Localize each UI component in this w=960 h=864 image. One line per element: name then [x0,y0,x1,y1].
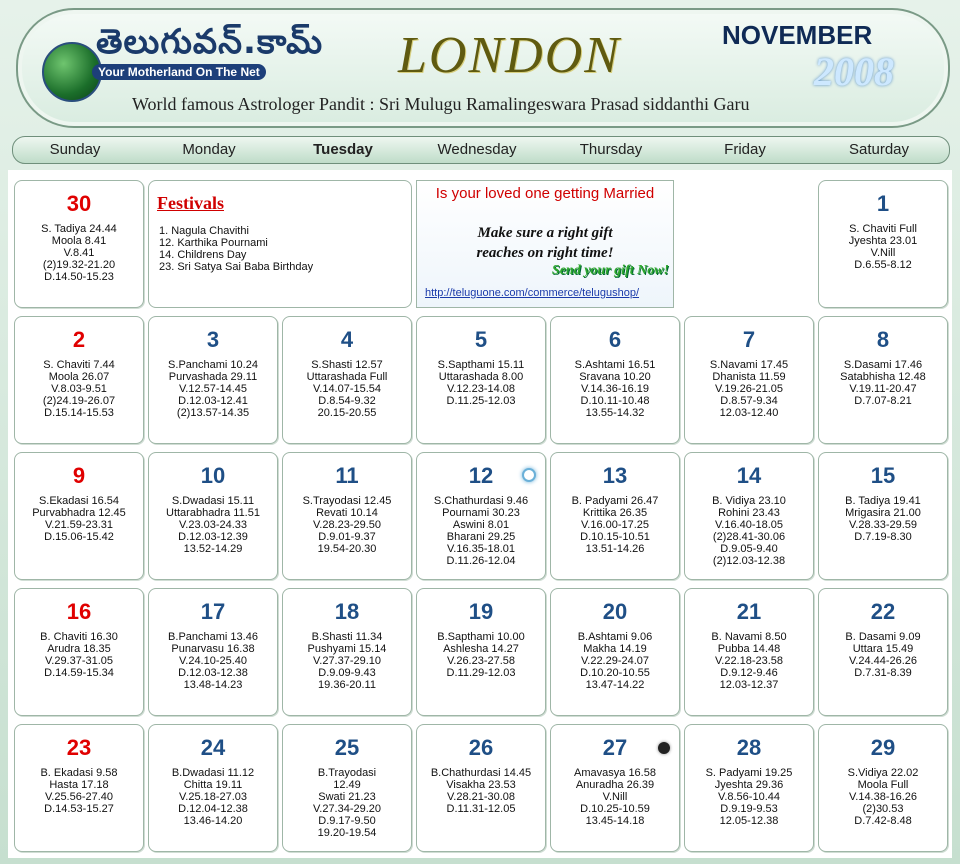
day-number: 10 [200,463,226,488]
panchang-line: V.16.35-18.01 [446,543,516,555]
panchang-line: Arudra 18.35 [47,643,111,655]
panchang-line: B. Vidiya 23.10 [712,495,786,507]
ad-subtitle-line: reaches on right time! [476,245,614,261]
weekday-thursday: Thursday [579,141,643,158]
festival-item: 14. Childrens Day [159,249,247,261]
panchang-line: S.Panchami 10.24 [168,359,258,371]
day-cell[interactable] [684,452,814,580]
panchang-line: V.23.03-24.33 [178,519,248,531]
day-cell[interactable] [818,452,948,580]
panchang-line: V.12.57-14.45 [178,383,248,395]
panchang-line: Moola Full [857,779,909,791]
panchang-line: B. Padyami 26.47 [571,495,659,507]
panchang-line: D.10.25-10.59 [580,803,650,815]
panchang-details [15,359,143,419]
panchang-line: D.7.07-8.21 [854,395,912,407]
panchang-line: B. Dasami 9.09 [845,631,921,643]
day-number: 24 [200,735,226,760]
panchang-line: D.7.31-8.39 [854,667,912,679]
panchang-line: D.12.03-12.38 [178,667,248,679]
panchang-line: Anuradha 26.39 [575,779,655,791]
panchang-line: 13.55-14.32 [585,407,645,419]
day-number: 22 [870,599,896,624]
panchang-line: S.Ekadasi 16.54 [38,495,120,507]
panchang-details [283,767,411,839]
day-cell[interactable] [282,588,412,716]
panchang-line: Mrigasira 21.00 [845,507,921,519]
panchang-details [551,631,679,691]
panchang-line: S. Chaviti Full [849,223,917,235]
panchang-line: V.14.38-16.26 [848,791,918,803]
day-number: 17 [200,599,226,624]
panchang-line: B.Trayodasi [317,767,377,779]
panchang-line: V.24.10-25.40 [178,655,248,667]
panchang-line: V.8.56-10.44 [718,791,780,803]
day-cell[interactable] [684,316,814,444]
weekday-wednesday: Wednesday [437,141,517,158]
day-number: 28 [736,735,762,760]
ad-title: Is your loved one getting Married [435,185,655,202]
day-number: 21 [736,599,762,624]
day-number: 7 [742,327,756,352]
panchang-details [283,495,411,555]
day-cell[interactable] [818,180,948,308]
panchang-line: D.9.12-9.46 [720,667,778,679]
full-moon-icon [522,468,536,482]
panchang-line: 13.45-14.18 [585,815,645,827]
panchang-line: 12.05-12.38 [719,815,779,827]
panchang-details [551,359,679,419]
day-number: 12 [468,463,494,488]
panchang-line: S.Navami 17.45 [709,359,789,371]
panchang-line: B.Chathurdasi 14.45 [430,767,532,779]
panchang-line: B.Dwadasi 11.12 [171,767,255,779]
panchang-line: V.21.59-23.31 [44,519,114,531]
panchang-line: B.Panchami 13.46 [168,631,258,643]
panchang-line: B.Sapthami 10.00 [437,631,525,643]
panchang-line: V.22.18-23.58 [714,655,784,667]
panchang-line: Visakha 23.53 [446,779,516,791]
panchang-line: 19.54-20.30 [317,543,377,555]
panchang-line: (2)12.03-12.38 [712,555,786,567]
panchang-line: Uttarashada Full [306,371,388,383]
month-title: NOVEMBER [722,20,873,50]
panchang-line: V.27.37-29.10 [312,655,382,667]
panchang-line: D.9.19-9.53 [720,803,778,815]
panchang-line: D.11.26-12.04 [446,555,516,567]
day-number: 3 [206,327,220,352]
panchang-line: Revati 10.14 [316,507,378,519]
day-cell[interactable] [148,724,278,852]
day-cell[interactable] [416,724,546,852]
panchang-line: D.10.15-10.51 [580,531,650,543]
panchang-line: S.Sapthami 15.11 [437,359,525,371]
day-cell[interactable] [14,724,144,852]
panchang-line: D.7.42-8.48 [854,815,912,827]
weekday-sunday: Sunday [49,141,101,158]
festivals-box [148,180,412,308]
panchang-line: V.28.33-29.59 [848,519,918,531]
panchang-line: B. Chaviti 16.30 [40,631,118,643]
panchang-line: B.Shasti 11.34 [311,631,383,643]
panchang-line: B.Ashtami 9.06 [577,631,653,643]
panchang-line: Ashlesha 14.27 [443,643,519,655]
panchang-line: D.14.50-15.23 [44,271,114,283]
panchang-line: 13.47-14.22 [585,679,645,691]
panchang-line: D.8.57-9.34 [720,395,778,407]
day-number: 6 [608,327,622,352]
day-cell[interactable] [282,452,412,580]
panchang-line: D.12.03-12.39 [178,531,248,543]
send-gift-button[interactable]: Send your gift Now! [551,263,669,278]
panchang-line: Pushyami 15.14 [307,643,387,655]
ad-subtitle-line: Make sure a right gift [477,225,613,241]
weekday-saturday: Saturday [848,141,910,158]
panchang-line: D.7.19-8.30 [854,531,912,543]
day-cell[interactable] [684,588,814,716]
logo-tagline: Your Motherland On The Net [92,64,266,80]
panchang-details [819,359,947,407]
day-cell[interactable] [148,316,278,444]
day-cell[interactable] [416,588,546,716]
panchang-line: D.8.54-9.32 [318,395,376,407]
panchang-line: V.14.36-16.19 [580,383,650,395]
panchang-line: 13.46-14.20 [183,815,243,827]
panchang-line: Purvashada 29.11 [168,371,258,383]
panchang-details [819,767,947,827]
festival-item: 1. Nagula Chavithi [159,225,249,237]
panchang-line: Pubba 14.48 [717,643,781,655]
panchang-line: Chitta 19.11 [183,779,243,791]
panchang-line: 12.03-12.37 [719,679,779,691]
day-number: 14 [736,463,762,488]
new-moon-icon [658,742,670,754]
panchang-line: Krittika 26.35 [582,507,648,519]
panchang-line: Uttara 15.49 [852,643,914,655]
day-number: 1 [876,191,890,216]
panchang-line: Swati 21.23 [318,791,376,803]
day-number: 2 [72,327,86,352]
day-cell[interactable] [818,316,948,444]
panchang-line: V.25.18-27.03 [178,791,248,803]
panchang-line: S.Dwadasi 15.11 [171,495,255,507]
panchang-details [15,495,143,543]
panchang-line: S. Tadiya 24.44 [41,223,117,235]
day-number: 27 [602,735,628,760]
panchang-line: 20.15-20.55 [317,407,377,419]
panchang-line: Pournami 30.23 [442,507,520,519]
panchang-line: 19.36-20.11 [318,679,376,691]
day-cell[interactable] [550,452,680,580]
day-cell[interactable] [818,588,948,716]
day-cell[interactable] [14,452,144,580]
festival-item: 23. Sri Satya Sai Baba Birthday [159,261,314,273]
logo-text[interactable]: తెలుగువన్.కామ్ [96,22,324,62]
panchang-details [551,767,679,827]
panchang-line: Uttarabhadra 11.51 [166,507,260,519]
panchang-line: (2)13.57-14.35 [176,407,250,419]
panchang-line: V.Nill [870,247,896,259]
panchang-details [149,631,277,691]
panchang-line: Punarvasu 16.38 [171,643,255,655]
panchang-line: Purvabhadra 12.45 [32,507,126,519]
panchang-line: V.19.11-20.47 [849,383,917,395]
day-number: 19 [468,599,494,624]
panchang-details [149,767,277,827]
panchang-line: D.15.06-15.42 [44,531,114,543]
panchang-details [685,767,813,827]
panchang-details [417,495,545,567]
panchang-line: V.8.41 [63,247,95,259]
day-cell[interactable] [282,724,412,852]
ad-subtitle [417,223,673,263]
panchang-line: D.10.20-10.55 [580,667,650,679]
panchang-line: (2)28.41-30.06 [712,531,786,543]
panchang-line: S.Chathurdasi 9.46 [433,495,529,507]
astrologer-subtitle: World famous Astrologer Pandit : Sri Mulugu Ramalingeswara Prasad siddanthi Garu [132,94,750,114]
city-title: LONDON [398,27,621,84]
panchang-line: (2)19.32-21.20 [42,259,116,271]
panchang-line: Bharani 29.25 [446,531,516,543]
gift-advertisement[interactable] [416,180,674,308]
panchang-line: Makha 14.19 [583,643,647,655]
panchang-line: Hasta 17.18 [49,779,109,791]
day-number: 9 [72,463,86,488]
panchang-line: B. Navami 8.50 [711,631,787,643]
panchang-line: Rohini 23.43 [718,507,780,519]
panchang-line: Jyeshta 23.01 [848,235,918,247]
day-number: 15 [870,463,896,488]
panchang-details [819,223,947,271]
panchang-details [283,631,411,691]
panchang-line: D.11.25-12.03 [446,395,516,407]
panchang-line: 12.03-12.40 [719,407,779,419]
panchang-details [149,359,277,419]
panchang-line: S. Padyami 19.25 [705,767,793,779]
panchang-line: Aswini 8.01 [452,519,510,531]
day-number: 26 [468,735,494,760]
panchang-line: S.Dasami 17.46 [843,359,923,371]
panchang-line: D.11.31-12.05 [446,803,516,815]
weekday-monday: Monday [182,141,236,158]
panchang-line: V.24.44-26.26 [848,655,918,667]
panchang-line: D.9.01-9.37 [318,531,376,543]
day-cell[interactable] [282,316,412,444]
panchang-line: V.27.34-29.20 [312,803,382,815]
day-cell[interactable] [818,724,948,852]
panchang-line: (2)30.53 [862,803,904,815]
panchang-line: V.29.37-31.05 [44,655,114,667]
panchang-line: D.12.03-12.41 [178,395,248,407]
panchang-details [149,495,277,555]
panchang-line: D.14.53-15.27 [44,803,114,815]
panchang-line: V.16.00-17.25 [580,519,650,531]
panchang-details [417,359,545,407]
panchang-line: D.12.04-12.38 [178,803,248,815]
panchang-line: S.Trayodasi 12.45 [302,495,392,507]
panchang-line: D.9.17-9.50 [318,815,376,827]
day-cell[interactable] [14,588,144,716]
day-number: 29 [870,735,896,760]
panchang-line: Jyeshta 29.36 [714,779,784,791]
day-number: 13 [602,463,628,488]
panchang-line: (2)24.19-26.07 [42,395,116,407]
shop-link[interactable]: http://teluguone.com/commerce/telugushop/ [425,287,640,299]
panchang-line: S.Vidiya 22.02 [847,767,919,779]
panchang-details [283,359,411,419]
panchang-line: Amavasya 16.58 [574,767,656,779]
day-cell[interactable] [14,316,144,444]
day-number: 30 [66,191,92,216]
panchang-line: D.9.09-9.43 [318,667,376,679]
panchang-line: D.11.29-12.03 [446,667,516,679]
panchang-line: D.6.55-8.12 [854,259,912,271]
panchang-line: 13.48-14.23 [183,679,243,691]
day-number: 8 [876,327,890,352]
panchang-line: S.Ashtami 16.51 [574,359,656,371]
panchang-details [417,767,545,815]
panchang-line: Satabhisha 12.48 [840,371,926,383]
panchang-details [15,767,143,815]
panchang-line: Uttarashada 8.00 [438,371,524,383]
panchang-line: V.14.07-15.54 [312,383,382,395]
panchang-line: V.28.21-30.08 [446,791,516,803]
panchang-line: Moola 26.07 [48,371,110,383]
panchang-line: S.Shasti 12.57 [311,359,383,371]
panchang-details [685,359,813,419]
panchang-line: 13.52-14.29 [183,543,243,555]
panchang-line: Sravana 10.20 [579,371,651,383]
day-cell[interactable] [14,180,144,308]
day-cell[interactable] [416,316,546,444]
panchang-details [685,631,813,691]
day-number: 25 [334,735,360,760]
day-cell[interactable] [148,588,278,716]
day-cell[interactable] [550,588,680,716]
panchang-line: 19.20-19.54 [317,827,377,839]
panchang-details [551,495,679,555]
panchang-details [15,631,143,679]
panchang-line: B. Tadiya 19.41 [845,495,921,507]
panchang-line: V.12.23-14.08 [446,383,516,395]
panchang-line: V.28.23-29.50 [312,519,382,531]
panchang-line: S. Chaviti 7.44 [43,359,115,371]
panchang-details [417,631,545,679]
day-cell[interactable] [684,724,814,852]
festivals-title: Festivals [157,193,224,213]
panchang-line: 12.49 [333,779,361,791]
panchang-line: D.10.11-10.48 [580,395,650,407]
day-cell[interactable] [148,452,278,580]
day-cell[interactable] [550,316,680,444]
panchang-line: D.9.05-9.40 [720,543,778,555]
panchang-line: V.19.26-21.05 [714,383,784,395]
panchang-line: Dhanista 11.59 [712,371,786,383]
panchang-line: 13.51-14.26 [585,543,645,555]
panchang-details [15,223,143,283]
panchang-line: Moola 8.41 [51,235,107,247]
panchang-line: V.8.03-9.51 [51,383,107,395]
panchang-line: V.16.40-18.05 [714,519,784,531]
panchang-line: V.26.23-27.58 [446,655,516,667]
year-title: 2008 [814,49,894,94]
panchang-line: V.25.56-27.40 [44,791,114,803]
day-number: 18 [334,599,360,624]
weekday-tuesday: Tuesday [313,141,373,158]
day-number: 4 [340,327,354,352]
festivals-list [159,225,313,273]
panchang-details [685,495,813,567]
day-number: 23 [66,735,92,760]
panchang-line: V.22.29-24.07 [580,655,650,667]
panchang-line: B. Ekadasi 9.58 [40,767,118,779]
festival-item: 12. Karthika Pournami [159,237,268,249]
panchang-details [819,631,947,679]
panchang-line: D.15.14-15.53 [44,407,114,419]
day-number: 5 [474,327,488,352]
day-number: 20 [602,599,628,624]
panchang-line: V.Nill [602,791,628,803]
weekday-friday: Friday [724,141,766,158]
day-number: 11 [335,463,359,488]
panchang-line: D.14.59-15.34 [44,667,114,679]
day-number: 16 [66,599,92,624]
panchang-details [819,495,947,543]
